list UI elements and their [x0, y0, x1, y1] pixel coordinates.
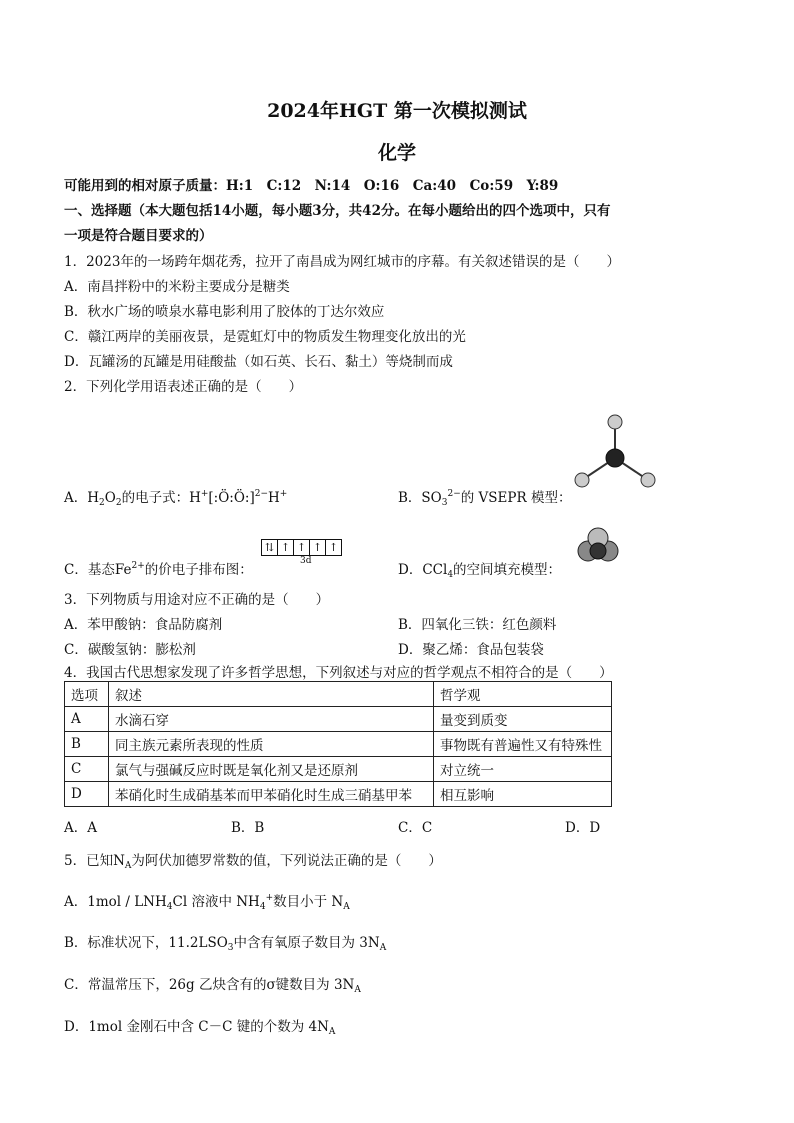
table-cell: D	[65, 782, 109, 807]
table-header: 叙述	[109, 682, 434, 707]
table-row	[65, 782, 612, 807]
q1-stem: 1．2023年的一场跨年烟花秀，拉开了南昌成为网红城市的序幕。有关叙述错误的是（ ）	[64, 254, 620, 270]
table-row	[65, 707, 612, 732]
table-cell: 对立统一	[434, 757, 612, 782]
section-header-cont: 一项是符合题目要求的）	[64, 228, 213, 244]
q4-option-a: A．A	[64, 820, 97, 836]
q3-option-c: C．碳酸氢钠：膨松剂	[64, 642, 196, 658]
table-cell: 苯硝化时生成硝基苯而甲苯硝化时生成三硝基甲苯	[109, 782, 434, 807]
q1-option-a: A．南昌拌粉中的米粉主要成分是糖类	[64, 279, 290, 295]
table-cell: 水滴石穿	[109, 707, 434, 732]
table-cell: 同主族元素所表现的性质	[109, 732, 434, 757]
exam-title: 2024年HGT 第一次模拟测试	[267, 100, 527, 122]
q4-option-b: B．B	[231, 820, 265, 836]
space-filling-model-image	[576, 527, 620, 565]
table-cell: 氯气与强碱反应时既是氧化剂又是还原剂	[109, 757, 434, 782]
orbital-label: 3d	[300, 556, 312, 566]
q2-option-c: C．基态$Fe^{2+}$的价电子排布图：	[64, 561, 253, 578]
subject-title: 化学	[377, 142, 416, 164]
q3-stem: 3．下列物质与用途对应不正确的是（ ）	[64, 592, 330, 608]
q5-option-d: D．1mol 金刚石中含 C－C 键的个数为 $4N_A$	[64, 1019, 336, 1037]
q2-option-a: A．$H_2O_2$的电子式：H+[:Ö:Ö:]$^{2-}$H+	[64, 489, 288, 508]
q4-option-d: D．D	[565, 820, 601, 836]
table-row	[65, 732, 612, 757]
table-cell: 相互影响	[434, 782, 612, 807]
table-header: 选项	[65, 682, 109, 707]
table-cell: C	[65, 757, 109, 782]
vsepr-model-image	[566, 410, 664, 494]
q2-option-d: D．CCl$_4$的空间填充模型：	[398, 562, 562, 580]
q5-option-a: A．$1mol / LNH_4Cl$ 溶液中 $NH_4^+$数目小于 $N_A$	[64, 893, 350, 912]
q2-stem: 2．下列化学用语表述正确的是（ ）	[64, 379, 303, 395]
q5-stem: 5．已知$N_A$为阿伏加德罗常数的值，下列说法正确的是（ ）	[64, 853, 442, 871]
table-cell: B	[65, 732, 109, 757]
q3-option-b: B．四氧化三铁：红色颜料	[398, 617, 557, 633]
table-header: 哲学观	[434, 682, 612, 707]
q4-option-c: C．C	[398, 820, 433, 836]
table-row	[65, 757, 612, 782]
q3-option-a: A．苯甲酸钠：食品防腐剂	[64, 617, 223, 633]
q2-option-b: B．$SO_3^{2-}$的 VSEPR 模型：	[398, 489, 572, 508]
section-header: 一、选择题（本大题包括14小题，每小题3分，共42分。在每小题给出的四个选项中，只有	[64, 203, 611, 219]
q1-option-d: D．瓦罐汤的瓦罐是用硅酸盐（如石英、长石、黏土）等烧制而成	[64, 354, 453, 370]
table-cell: 量变到质变	[434, 707, 612, 732]
atomic-masses: 可能用到的相对原子质量：H:1 C:12 N:14 O:16 Ca:40 Co:59 Y:89	[64, 178, 559, 194]
table-header-row	[65, 682, 612, 707]
table-cell: A	[65, 707, 109, 732]
q5-option-c: C．常温常压下，26g 乙炔含有的σ键数目为 $3N_A$	[64, 977, 361, 995]
q4-stem: 4．我国古代思想家发现了许多哲学思想，下列叙述与对应的哲学观点不相符合的是（ ）	[64, 665, 613, 681]
orbital-diagram: ⇅ ↑ ↑ ↑ ↑	[262, 537, 342, 556]
q3-option-d: D．聚乙烯：食品包装袋	[398, 642, 544, 658]
q1-option-c: C．赣江两岸的美丽夜景，是霓虹灯中的物质发生物理变化放出的光	[64, 329, 466, 345]
table-cell: 事物既有普遍性又有特殊性	[434, 732, 612, 757]
q1-option-b: B．秋水广场的喷泉水幕电影利用了胶体的丁达尔效应	[64, 304, 385, 320]
q5-option-b: B．标准状况下，$11.2LSO_3$中含有氧原子数目为 $3N_A$	[64, 935, 387, 953]
q4-table	[64, 681, 612, 807]
